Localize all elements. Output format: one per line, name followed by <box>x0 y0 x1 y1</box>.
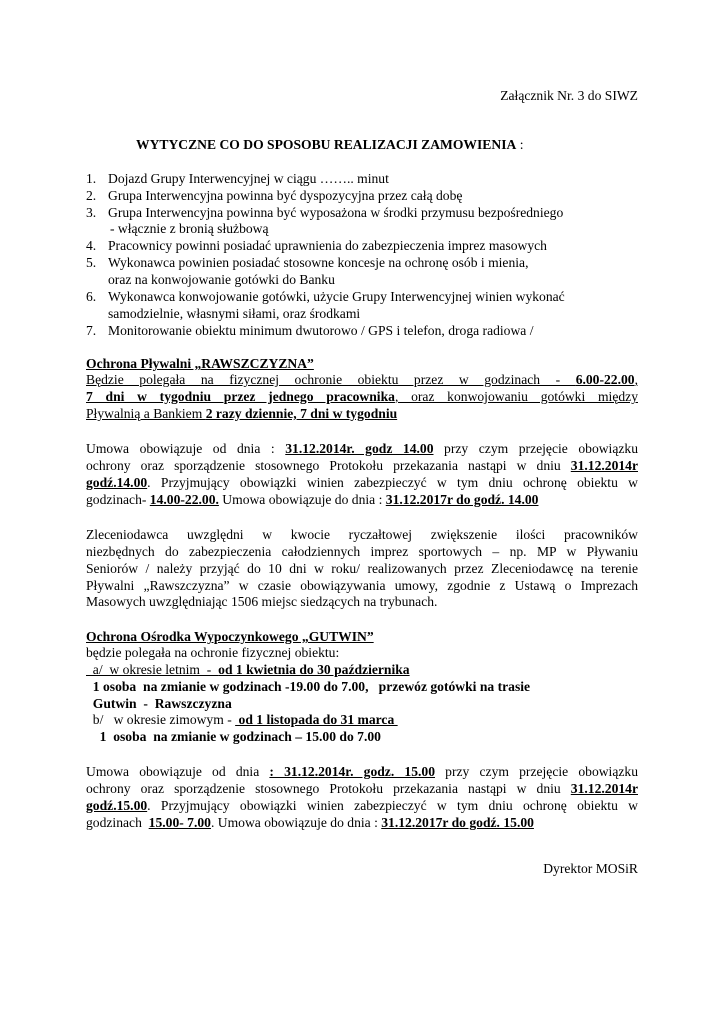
section-heading-rawszczyzna: Ochrona Pływalni „RAWSZCZYZNA” <box>86 356 314 371</box>
attachment-label: Załącznik Nr. 3 do SIWZ <box>500 88 638 103</box>
paragraph-line: Będzie polegała na fizycznej ochronie obiektu przez w godzinach - 6.00-22.00, <box>86 372 638 387</box>
paragraph-line: 1 osoba na zmianie w godzinach -19.00 do 7.00, przewóz gotówki na trasie <box>86 679 531 694</box>
paragraph-line: godź.14.00. Przyjmujący obowiązki winien zabezpieczyć w tym dniu ochronę obiektu w <box>86 475 638 490</box>
list-item: - włącznie z bronią służbową <box>110 221 269 236</box>
paragraph-line: Gutwin - Rawszczyzna <box>86 696 232 711</box>
paragraph-line: ochrony oraz sporządzenie stosownego Protokołu przekazania nastąpi w dniu 31.12.2014r <box>86 458 638 473</box>
paragraph-line: będzie polegała na ochronie fizycznej obiektu: <box>86 645 340 660</box>
paragraph-line: godź.15.00. Przyjmujący obowiązki winien zabezpieczyć w tym dniu ochronę obiektu w <box>86 798 638 813</box>
paragraph-line: Zleceniodawca uwzględni w kwocie ryczałtowej zwiększenie ilości pracowników <box>86 527 638 542</box>
document-title: WYTYCZNE CO DO SPOSOBU REALIZACJI ZAMOWIENIA : <box>136 137 524 152</box>
list-item: samodzielnie, własnymi siłami, oraz środkami <box>108 306 361 321</box>
paragraph-line: Seniorów / należy przyjąć do 10 dni w roku/ realizowanych przez Zleceniodawcę na terenie <box>86 561 638 576</box>
section-heading-gutwin: Ochrona Ośrodka Wypoczynkowego „GUTWIN” <box>86 629 374 644</box>
paragraph-line: godzinach- 14.00-22.00. Umowa obowiązuje do dnia : 31.12.2017r do godź. 14.00 <box>86 492 539 507</box>
list-item: 2. Grupa Interwencyjna powinna być dyspozycyjna przez całą dobę <box>86 188 463 203</box>
paragraph-line: ochrony oraz sporządzenie stosownego Protokołu przekazania nastąpi w dniu 31.12.2014r <box>86 781 638 796</box>
paragraph-line: Pływalni „Rawszczyzna” w czasie obowiązywania umowy, zgodnie z Ustawą o Imprezach <box>86 578 638 593</box>
paragraph-line: 1 osoba na zmianie w godzinach – 15.00 do 7.00 <box>86 729 381 744</box>
list-item: 4. Pracownicy powinni posiadać uprawnienia do zabezpieczenia imprez masowych <box>86 238 547 253</box>
paragraph-line: a/ w okresie letnim - od 1 kwietnia do 30 października <box>86 662 410 677</box>
paragraph-line: godzinach 15.00- 7.00. Umowa obowiązuje do dnia : 31.12.2017r do godź. 15.00 <box>86 815 534 830</box>
list-item: oraz na konwojowanie gotówki do Banku <box>108 272 335 287</box>
paragraph-line: Masowych uwzględniając 1506 miejsc siedzących na trybunach. <box>86 594 438 609</box>
paragraph-line: Pływalnią a Bankiem 2 razy dziennie, 7 dni w tygodniu <box>86 406 398 421</box>
list-item: 6. Wykonawca konwojowanie gotówki, użycie Grupy Interwencyjnej winien wykonać <box>86 289 565 304</box>
paragraph-line: Umowa obowiązuje od dnia : 31.12.2014r. godz 14.00 przy czym przejęcie obowiązku <box>86 441 638 456</box>
paragraph-line: Umowa obowiązuje od dnia : 31.12.2014r. godz. 15.00 przy czym przejęcie obowiązku <box>86 764 638 779</box>
paragraph-line: niezbędnych do zabezpieczenia całodziennych imprez sportowych – np. MP w Pływaniu <box>86 544 638 559</box>
list-item: 5. Wykonawca powinien posiadać stosowne koncesje na ochronę osób i mienia, <box>86 255 529 270</box>
list-item: 7. Monitorowanie obiektu minimum dwutorowo / GPS i telefon, droga radiowa / <box>86 323 534 338</box>
list-item: 1. Dojazd Grupy Interwencyjnej w ciągu …….. minut <box>86 171 389 186</box>
paragraph-line: b/ w okresie zimowym - od 1 listopada do 31 marca <box>86 712 398 727</box>
signature: Dyrektor MOSiR <box>543 861 638 876</box>
list-item: 3. Grupa Interwencyjna powinna być wyposażona w środki przymusu bezpośredniego <box>86 205 564 220</box>
paragraph-line: 7 dni w tygodniu przez jednego pracownika, oraz konwojowaniu gotówki między <box>86 389 638 404</box>
